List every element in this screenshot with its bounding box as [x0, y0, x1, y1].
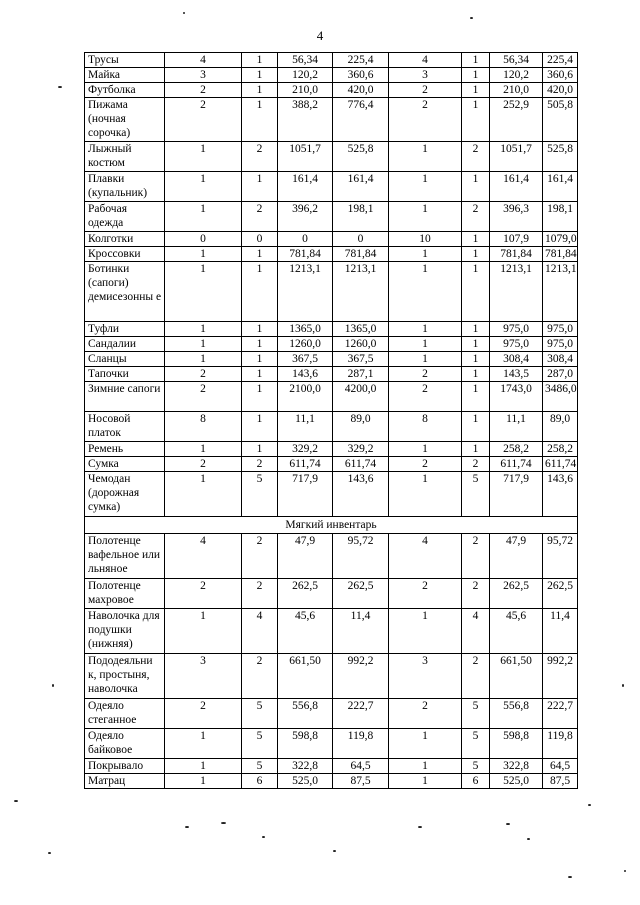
- value-cell: 2: [462, 579, 490, 609]
- table-row: [85, 654, 578, 699]
- value-cell: 2: [242, 202, 278, 232]
- table-row: [85, 337, 578, 352]
- value-cell: 781,84: [333, 247, 389, 262]
- value-cell: 161,4: [333, 172, 389, 202]
- value-cell: 1: [165, 774, 242, 789]
- value-cell: 1: [462, 442, 490, 457]
- item-name-cell: Кроссовки: [85, 247, 165, 262]
- value-cell: 2: [165, 98, 242, 142]
- table-row: [85, 442, 578, 457]
- value-cell: 1: [242, 412, 278, 442]
- value-cell: 1: [165, 472, 242, 517]
- value-cell: 525,8: [543, 142, 578, 172]
- value-cell: 8: [389, 412, 462, 442]
- value-cell: 5: [462, 472, 490, 517]
- page-number: 4: [316, 28, 324, 43]
- scan-speck: [527, 838, 530, 840]
- value-cell: 1: [242, 352, 278, 367]
- value-cell: 975,0: [490, 337, 543, 352]
- section-title: Мягкий инвентарь: [85, 517, 578, 534]
- value-cell: 198,1: [333, 202, 389, 232]
- value-cell: 210,0: [490, 83, 543, 98]
- value-cell: 556,8: [490, 699, 543, 729]
- scan-speck: [568, 876, 572, 878]
- value-cell: 143,5: [490, 367, 543, 382]
- value-cell: 1: [242, 337, 278, 352]
- value-cell: 1: [462, 247, 490, 262]
- value-cell: 1: [242, 322, 278, 337]
- table-row: [85, 262, 578, 322]
- value-cell: 611,74: [278, 457, 333, 472]
- value-cell: 396,3: [490, 202, 543, 232]
- value-cell: 1: [389, 442, 462, 457]
- table-row: [85, 98, 578, 142]
- table-row: [85, 367, 578, 382]
- item-name-cell: Тапочки: [85, 367, 165, 382]
- value-cell: 47,9: [490, 534, 543, 579]
- value-cell: 161,4: [543, 172, 578, 202]
- scan-speck: [418, 826, 422, 828]
- value-cell: 525,0: [490, 774, 543, 789]
- value-cell: 0: [333, 232, 389, 247]
- value-cell: 225,4: [543, 53, 578, 68]
- item-name-cell: Одеяло байковое: [85, 729, 165, 759]
- value-cell: 1: [242, 83, 278, 98]
- value-cell: 262,5: [333, 579, 389, 609]
- value-cell: 388,2: [278, 98, 333, 142]
- item-name-cell: Покрывало: [85, 759, 165, 774]
- value-cell: 222,7: [543, 699, 578, 729]
- value-cell: 1: [165, 759, 242, 774]
- value-cell: 120,2: [490, 68, 543, 83]
- value-cell: 10: [389, 232, 462, 247]
- scan-speck: [588, 804, 591, 806]
- value-cell: 107,9: [490, 232, 543, 247]
- item-name-cell: Одеяло стеганное: [85, 699, 165, 729]
- value-cell: 1365,0: [278, 322, 333, 337]
- value-cell: 143,6: [333, 472, 389, 517]
- value-cell: 1: [389, 202, 462, 232]
- value-cell: 5: [462, 699, 490, 729]
- value-cell: 262,5: [278, 579, 333, 609]
- table-row: [85, 247, 578, 262]
- value-cell: 56,34: [490, 53, 543, 68]
- value-cell: 329,2: [278, 442, 333, 457]
- scan-speck: [185, 826, 189, 828]
- value-cell: 1: [242, 367, 278, 382]
- value-cell: 2: [462, 654, 490, 699]
- value-cell: 11,4: [333, 609, 389, 654]
- table-row: [85, 352, 578, 367]
- table-row: [85, 609, 578, 654]
- item-name-cell: Сандалии: [85, 337, 165, 352]
- value-cell: 525,8: [333, 142, 389, 172]
- value-cell: 776,4: [333, 98, 389, 142]
- value-cell: 1: [165, 352, 242, 367]
- value-cell: 2: [242, 654, 278, 699]
- scan-speck: [48, 852, 51, 854]
- value-cell: 2: [165, 699, 242, 729]
- value-cell: 611,74: [333, 457, 389, 472]
- value-cell: 505,8: [543, 98, 578, 142]
- item-name-cell: Матрац: [85, 774, 165, 789]
- scan-speck: [58, 86, 62, 88]
- scan-speck: [262, 836, 265, 838]
- value-cell: 2: [462, 457, 490, 472]
- value-cell: 781,84: [543, 247, 578, 262]
- value-cell: 2: [389, 98, 462, 142]
- value-cell: 2: [165, 457, 242, 472]
- value-cell: 222,7: [333, 699, 389, 729]
- value-cell: 329,2: [333, 442, 389, 457]
- value-cell: 1: [389, 759, 462, 774]
- value-cell: 0: [242, 232, 278, 247]
- value-cell: 3: [165, 68, 242, 83]
- scan-speck: [624, 870, 626, 872]
- value-cell: 89,0: [543, 412, 578, 442]
- value-cell: 89,0: [333, 412, 389, 442]
- value-cell: 262,5: [543, 579, 578, 609]
- value-cell: 2: [389, 382, 462, 412]
- value-cell: 2: [165, 367, 242, 382]
- value-cell: 1: [242, 262, 278, 322]
- value-cell: 611,74: [490, 457, 543, 472]
- value-cell: 367,5: [278, 352, 333, 367]
- value-cell: 1: [165, 729, 242, 759]
- value-cell: 47,9: [278, 534, 333, 579]
- value-cell: 1260,0: [333, 337, 389, 352]
- value-cell: 1: [242, 172, 278, 202]
- value-cell: 1: [165, 337, 242, 352]
- scan-speck: [14, 800, 18, 802]
- value-cell: 1: [242, 247, 278, 262]
- table-row: [85, 142, 578, 172]
- value-cell: 258,2: [543, 442, 578, 457]
- value-cell: 661,50: [278, 654, 333, 699]
- value-cell: 1: [389, 322, 462, 337]
- value-cell: 2: [389, 579, 462, 609]
- item-name-cell: Сланцы: [85, 352, 165, 367]
- value-cell: 1: [462, 98, 490, 142]
- value-cell: 1: [389, 774, 462, 789]
- value-cell: 1: [462, 262, 490, 322]
- item-name-cell: Лыжный костюм: [85, 142, 165, 172]
- scan-speck: [221, 822, 226, 824]
- value-cell: 420,0: [333, 83, 389, 98]
- scan-speck: [622, 684, 624, 687]
- value-cell: 120,2: [278, 68, 333, 83]
- table-row: [85, 457, 578, 472]
- value-cell: 5: [462, 759, 490, 774]
- value-cell: 3486,0: [543, 382, 578, 412]
- value-cell: 598,8: [278, 729, 333, 759]
- item-name-cell: Чемодан (дорожная сумка): [85, 472, 165, 517]
- value-cell: 1: [462, 53, 490, 68]
- value-cell: 1079,0: [543, 232, 578, 247]
- value-cell: 1: [242, 68, 278, 83]
- value-cell: 1: [462, 412, 490, 442]
- value-cell: 6: [462, 774, 490, 789]
- value-cell: 781,84: [490, 247, 543, 262]
- value-cell: 717,9: [278, 472, 333, 517]
- section-row: [85, 517, 578, 534]
- value-cell: 525,0: [278, 774, 333, 789]
- scan-speck: [183, 12, 185, 14]
- value-cell: 87,5: [543, 774, 578, 789]
- value-cell: 1: [462, 352, 490, 367]
- value-cell: 161,4: [490, 172, 543, 202]
- value-cell: 2: [242, 534, 278, 579]
- value-cell: 8: [165, 412, 242, 442]
- value-cell: 1213,1: [543, 262, 578, 322]
- value-cell: 210,0: [278, 83, 333, 98]
- value-cell: 5: [242, 759, 278, 774]
- scan-speck: [506, 823, 510, 825]
- value-cell: 11,4: [543, 609, 578, 654]
- table-row: [85, 83, 578, 98]
- value-cell: 1: [462, 68, 490, 83]
- table-body: [85, 53, 578, 789]
- value-cell: 119,8: [333, 729, 389, 759]
- table-row: [85, 172, 578, 202]
- item-name-cell: Носовой платок: [85, 412, 165, 442]
- value-cell: 360,6: [543, 68, 578, 83]
- value-cell: 2: [462, 534, 490, 579]
- value-cell: 975,0: [543, 337, 578, 352]
- value-cell: 4: [389, 53, 462, 68]
- scan-speck: [470, 17, 473, 19]
- value-cell: 11,1: [490, 412, 543, 442]
- value-cell: 661,50: [490, 654, 543, 699]
- item-name-cell: Полотенце вафельное или льняное: [85, 534, 165, 579]
- value-cell: 161,4: [278, 172, 333, 202]
- value-cell: 4: [462, 609, 490, 654]
- value-cell: 598,8: [490, 729, 543, 759]
- value-cell: 1213,1: [490, 262, 543, 322]
- value-cell: 975,0: [490, 322, 543, 337]
- value-cell: 1213,1: [278, 262, 333, 322]
- value-cell: 322,8: [490, 759, 543, 774]
- item-name-cell: Наволочка для подушки (нижняя): [85, 609, 165, 654]
- value-cell: 1: [462, 367, 490, 382]
- value-cell: 5: [242, 472, 278, 517]
- value-cell: 1: [242, 98, 278, 142]
- value-cell: 975,0: [543, 322, 578, 337]
- value-cell: 1: [242, 53, 278, 68]
- value-cell: 64,5: [333, 759, 389, 774]
- table-row: [85, 202, 578, 232]
- value-cell: 4: [165, 534, 242, 579]
- value-cell: 87,5: [333, 774, 389, 789]
- value-cell: 1: [165, 247, 242, 262]
- table-row: [85, 729, 578, 759]
- item-name-cell: Рабочая одежда: [85, 202, 165, 232]
- table-row: [85, 68, 578, 83]
- value-cell: 5: [242, 729, 278, 759]
- value-cell: 1743,0: [490, 382, 543, 412]
- value-cell: 45,6: [490, 609, 543, 654]
- value-cell: 119,8: [543, 729, 578, 759]
- item-name-cell: Полотенце махровое: [85, 579, 165, 609]
- value-cell: 1: [389, 352, 462, 367]
- value-cell: 1: [389, 247, 462, 262]
- value-cell: 2100,0: [278, 382, 333, 412]
- value-cell: 2: [242, 579, 278, 609]
- value-cell: 1051,7: [278, 142, 333, 172]
- item-name-cell: Футболка: [85, 83, 165, 98]
- value-cell: 1: [389, 337, 462, 352]
- value-cell: 4: [165, 53, 242, 68]
- item-name-cell: Колготки: [85, 232, 165, 247]
- table-row: [85, 579, 578, 609]
- value-cell: 2: [165, 83, 242, 98]
- value-cell: 5: [462, 729, 490, 759]
- value-cell: 1: [165, 609, 242, 654]
- value-cell: 3: [165, 654, 242, 699]
- table-row: [85, 232, 578, 247]
- item-name-cell: Трусы: [85, 53, 165, 68]
- value-cell: 611,74: [543, 457, 578, 472]
- value-cell: 1: [165, 142, 242, 172]
- value-cell: 45,6: [278, 609, 333, 654]
- value-cell: 6: [242, 774, 278, 789]
- item-name-cell: Зимние сапоги: [85, 382, 165, 412]
- value-cell: 1: [165, 322, 242, 337]
- value-cell: 781,84: [278, 247, 333, 262]
- item-name-cell: Пододеяльни к, простыня, наволочка: [85, 654, 165, 699]
- norms-table: [84, 52, 578, 789]
- value-cell: 2: [389, 457, 462, 472]
- value-cell: 360,6: [333, 68, 389, 83]
- value-cell: 64,5: [543, 759, 578, 774]
- table-row: [85, 322, 578, 337]
- value-cell: 252,9: [490, 98, 543, 142]
- value-cell: 11,1: [278, 412, 333, 442]
- value-cell: 2: [165, 579, 242, 609]
- value-cell: 0: [278, 232, 333, 247]
- value-cell: 3: [389, 68, 462, 83]
- value-cell: 0: [165, 232, 242, 247]
- value-cell: 1: [165, 442, 242, 457]
- value-cell: 1: [389, 172, 462, 202]
- value-cell: 2: [389, 83, 462, 98]
- value-cell: 1: [242, 442, 278, 457]
- item-name-cell: Туфли: [85, 322, 165, 337]
- value-cell: 95,72: [543, 534, 578, 579]
- value-cell: 322,8: [278, 759, 333, 774]
- value-cell: 143,6: [543, 472, 578, 517]
- value-cell: 225,4: [333, 53, 389, 68]
- value-cell: 1: [389, 262, 462, 322]
- table-row: [85, 412, 578, 442]
- item-name-cell: Пижама (ночная сорочка): [85, 98, 165, 142]
- value-cell: 992,2: [543, 654, 578, 699]
- item-name-cell: Ремень: [85, 442, 165, 457]
- value-cell: 308,4: [490, 352, 543, 367]
- value-cell: 556,8: [278, 699, 333, 729]
- value-cell: 1260,0: [278, 337, 333, 352]
- value-cell: 2: [389, 367, 462, 382]
- scan-speck: [333, 850, 336, 852]
- value-cell: 4200,0: [333, 382, 389, 412]
- table-row: [85, 382, 578, 412]
- value-cell: 2: [462, 202, 490, 232]
- value-cell: 396,2: [278, 202, 333, 232]
- scan-speck: [52, 684, 54, 687]
- value-cell: 1: [165, 172, 242, 202]
- value-cell: 287,0: [543, 367, 578, 382]
- value-cell: 1: [242, 382, 278, 412]
- value-cell: 4: [242, 609, 278, 654]
- value-cell: 3: [389, 654, 462, 699]
- value-cell: 4: [389, 534, 462, 579]
- table-row: [85, 534, 578, 579]
- value-cell: 2: [242, 142, 278, 172]
- value-cell: 1213,1: [333, 262, 389, 322]
- table-row: [85, 53, 578, 68]
- value-cell: 1: [165, 262, 242, 322]
- value-cell: 258,2: [490, 442, 543, 457]
- value-cell: 1: [462, 337, 490, 352]
- item-name-cell: Плавки (купальник): [85, 172, 165, 202]
- value-cell: 1: [165, 202, 242, 232]
- value-cell: 1: [389, 729, 462, 759]
- item-name-cell: Ботинки (сапоги) демисезонны е: [85, 262, 165, 322]
- value-cell: 2: [462, 142, 490, 172]
- value-cell: 1: [462, 83, 490, 98]
- value-cell: 262,5: [490, 579, 543, 609]
- value-cell: 56,34: [278, 53, 333, 68]
- table-row: [85, 699, 578, 729]
- value-cell: 1: [462, 232, 490, 247]
- value-cell: 1: [462, 172, 490, 202]
- value-cell: 1: [389, 609, 462, 654]
- value-cell: 1051,7: [490, 142, 543, 172]
- value-cell: 1: [462, 382, 490, 412]
- value-cell: 367,5: [333, 352, 389, 367]
- value-cell: 1: [462, 322, 490, 337]
- value-cell: 1: [389, 142, 462, 172]
- value-cell: 2: [389, 699, 462, 729]
- item-name-cell: Сумка: [85, 457, 165, 472]
- table-row: [85, 472, 578, 517]
- item-name-cell: Майка: [85, 68, 165, 83]
- value-cell: 5: [242, 699, 278, 729]
- table-row: [85, 759, 578, 774]
- value-cell: 198,1: [543, 202, 578, 232]
- value-cell: 420,0: [543, 83, 578, 98]
- value-cell: 2: [165, 382, 242, 412]
- value-cell: 992,2: [333, 654, 389, 699]
- value-cell: 95,72: [333, 534, 389, 579]
- value-cell: 308,4: [543, 352, 578, 367]
- value-cell: 2: [242, 457, 278, 472]
- value-cell: 717,9: [490, 472, 543, 517]
- value-cell: 143,6: [278, 367, 333, 382]
- value-cell: 1: [389, 472, 462, 517]
- value-cell: 1365,0: [333, 322, 389, 337]
- value-cell: 287,1: [333, 367, 389, 382]
- table-row: [85, 774, 578, 789]
